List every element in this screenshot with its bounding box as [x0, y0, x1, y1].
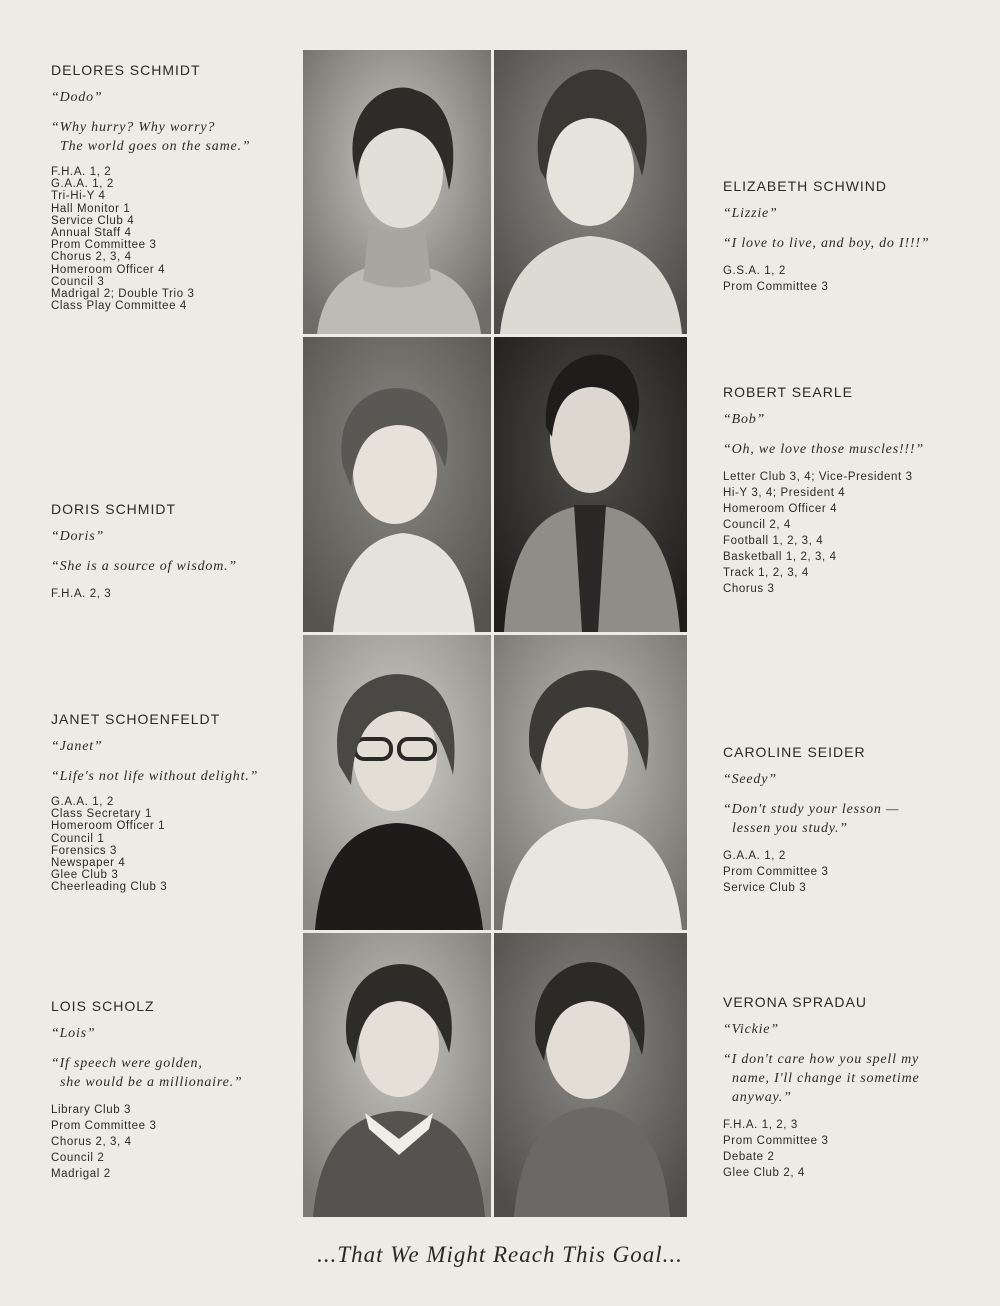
- student-name: DELORES SCHMIDT: [51, 62, 201, 78]
- activity-list: G.A.A. 1, 2 Class Secretary 1 Homeroom Officer 1 Council 1 Forensics 3 Newspaper 4 Glee Club 3 Cheerleading Club 3: [51, 796, 168, 894]
- student-entry-doris-schmidt: [51, 501, 301, 602]
- portrait-photo-janet-schoenfeldt: [303, 635, 491, 930]
- student-name: ROBERT SEARLE: [723, 384, 853, 400]
- student-nickname: “Vickie”: [723, 1022, 779, 1037]
- portrait-photo-lois-scholz: [303, 933, 491, 1217]
- student-nickname: “Janet”: [51, 739, 103, 754]
- student-entry-verona-spradau: [723, 994, 988, 1181]
- student-name: DORIS SCHMIDT: [51, 501, 176, 517]
- student-quote: “I don't care how you spell my name, I'll change it sometime anyway.”: [723, 1052, 920, 1105]
- portrait-photo-verona-spradau: [494, 933, 687, 1217]
- activity-list: F.H.A. 1, 2 G.A.A. 1, 2 Tri-Hi-Y 4 Hall Monitor 1 Service Club 4 Annual Staff 4 Prom Committee 3 Chorus 2, 3, 4 Homeroom Officer 4 Council 3 Madrigal 2; Double Trio 3 Class Play Committee 4: [51, 166, 195, 313]
- portrait-photo-doris-schmidt: [303, 337, 491, 632]
- activity-list: F.H.A. 2, 3: [51, 588, 112, 600]
- portrait-photo-elizabeth-schwind: [494, 50, 687, 334]
- activity-list: F.H.A. 1, 2, 3 Prom Committee 3 Debate 2 Glee Club 2, 4: [723, 1119, 829, 1179]
- student-nickname: “Lois”: [51, 1026, 96, 1041]
- student-entry-delores-schmidt: [51, 62, 301, 312]
- student-nickname: “Lizzie”: [723, 206, 778, 221]
- student-quote: “Don't study your lesson — lessen you study.”: [723, 802, 900, 836]
- student-quote: “I love to live, and boy, do I!!!”: [723, 236, 930, 251]
- page-footer-motto: ...That We Might Reach This Goal...: [317, 1242, 683, 1267]
- activity-list: G.A.A. 1, 2 Prom Committee 3 Service Club 3: [723, 850, 829, 894]
- student-quote: “Oh, we love those muscles!!!”: [723, 442, 924, 457]
- student-nickname: “Dodo”: [51, 90, 103, 105]
- student-name: VERONA SPRADAU: [723, 994, 867, 1010]
- student-entry-elizabeth-schwind: [723, 178, 988, 295]
- activity-list: G.S.A. 1, 2 Prom Committee 3: [723, 265, 829, 293]
- student-quote: “If speech were golden, she would be a millionaire.”: [51, 1056, 243, 1090]
- student-name: LOIS SCHOLZ: [51, 998, 155, 1014]
- student-quote: “Life's not life without delight.”: [51, 769, 259, 784]
- activity-list: Letter Club 3, 4; Vice-President 3 Hi-Y 3, 4; President 4 Homeroom Officer 4 Council 2, 4 Football 1, 2, 3, 4 Basketball 1, 2, 3, 4 Track 1, 2, 3, 4 Chorus 3: [723, 471, 913, 595]
- portrait-photo-robert-searle: [494, 337, 687, 632]
- student-name: ELIZABETH SCHWIND: [723, 178, 888, 194]
- student-entry-robert-searle: [723, 384, 988, 597]
- student-name: CAROLINE SEIDER: [723, 744, 866, 760]
- student-quote: “Why hurry? Why worry? The world goes on the same.”: [51, 120, 251, 154]
- portrait-photo-delores-schmidt: [303, 50, 491, 334]
- portrait-photo-caroline-seider: [494, 635, 687, 930]
- student-entry-lois-scholz: [51, 998, 301, 1182]
- student-nickname: “Doris”: [51, 529, 105, 544]
- student-entry-janet-schoenfeldt: [51, 711, 301, 894]
- student-nickname: “Seedy”: [723, 772, 777, 787]
- student-entry-caroline-seider: [723, 744, 988, 896]
- activity-list: Library Club 3 Prom Committee 3 Chorus 2, 3, 4 Council 2 Madrigal 2: [51, 1104, 157, 1180]
- student-nickname: “Bob”: [723, 412, 766, 427]
- student-quote: “She is a source of wisdom.”: [51, 559, 238, 574]
- student-name: JANET SCHOENFELDT: [51, 711, 221, 727]
